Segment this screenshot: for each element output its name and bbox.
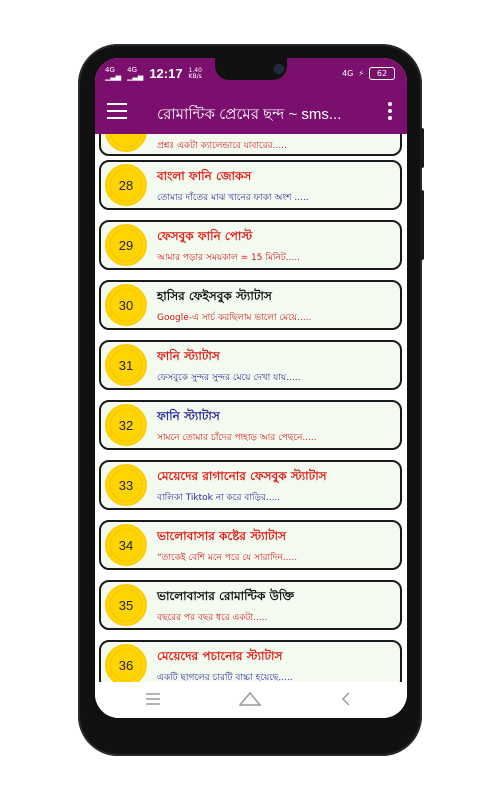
list-item-title: মেয়েদের রাগানোর ফেসবুক স্ট্যাটাস xyxy=(157,469,327,483)
battery-icon: 62 xyxy=(369,67,395,80)
number-badge xyxy=(105,164,147,206)
status-left xyxy=(105,66,202,81)
list-item-subtitle: ফেসবুকে সুন্দর সুন্দর মেয়ে দেখা যায়..... xyxy=(157,373,301,383)
signal-2-bars-icon: ▁▃▅ xyxy=(127,72,144,81)
status-time: 12:17 xyxy=(149,66,183,81)
item-number: 32 xyxy=(118,418,134,433)
signal-indicator-1 xyxy=(105,67,121,81)
list-item[interactable] xyxy=(99,340,402,390)
home-icon[interactable] xyxy=(239,691,261,710)
number-badge xyxy=(105,284,147,326)
list-item-title: ফেসবুক ফানি পোস্ট xyxy=(157,229,253,243)
list-item-subtitle: প্রশ্নঃ একটা ক্যালেন্ডারে যাবারের..... xyxy=(157,141,287,151)
charging-icon: ⚡ xyxy=(358,69,364,78)
number-badge xyxy=(105,224,147,266)
item-number: 34 xyxy=(118,538,134,553)
list-item-subtitle: তোমার দাঁতের মাঝ খানের ফাকা অংশ ..... xyxy=(157,193,309,203)
list-item-subtitle: সামনে তোমার চাঁদের পাহাড় আর পেছনে..... xyxy=(157,433,317,443)
network-speed xyxy=(189,68,202,80)
number-badge xyxy=(105,344,147,386)
phone-power-button xyxy=(420,190,424,260)
app-toolbar xyxy=(95,90,407,134)
front-camera-icon xyxy=(275,65,283,73)
list-item-subtitle: বালিকা Tiktok না করে বাড়ির..... xyxy=(157,493,281,503)
overflow-menu-icon[interactable] xyxy=(387,102,393,124)
list-item[interactable] xyxy=(99,280,402,330)
list-item-subtitle: আমার পড়ার সময়কাল = 15 মিনিট..... xyxy=(157,253,301,263)
list-item[interactable] xyxy=(99,580,402,630)
list-item-subtitle: “তাকেই বেশি মনে পরে যে সারাদিন..... xyxy=(157,553,298,563)
item-number: 31 xyxy=(118,358,134,373)
item-number: 33 xyxy=(118,478,134,493)
back-icon[interactable] xyxy=(339,691,355,710)
signal-1-bars-icon: ▁▃▅ xyxy=(105,72,122,81)
list-item[interactable] xyxy=(99,134,402,156)
system-nav-bar xyxy=(95,682,407,718)
network-speed-unit: KB/s xyxy=(188,72,202,80)
list-item-title: হাসির ফেইসবুক স্ট্যাটাস xyxy=(157,289,272,303)
number-badge xyxy=(105,584,147,626)
status-right xyxy=(342,67,395,80)
list-item-title: ভালোবাসার রোমান্টিক উক্তি xyxy=(157,589,294,603)
signal-1-label: 4G xyxy=(105,65,115,74)
list-item-title: ফানি স্ট্যাটাস xyxy=(157,409,220,423)
signal-2-label: 4G xyxy=(127,65,138,74)
list-item-subtitle: Google-এ সার্চ করছিলাম ভালো মেয়ে..... xyxy=(157,313,312,323)
list-item-title: মেয়েদের পচানোর স্ট্যাটাস xyxy=(157,649,283,663)
content-list[interactable] xyxy=(95,134,407,682)
number-badge xyxy=(105,524,147,566)
camera-notch xyxy=(215,58,287,80)
item-number: 28 xyxy=(118,178,134,193)
list-item-title: বাংলা ফানি জোকস xyxy=(157,169,252,183)
list-item[interactable] xyxy=(99,520,402,570)
list-item[interactable] xyxy=(99,460,402,510)
item-number: 36 xyxy=(118,658,134,673)
phone-screen xyxy=(95,58,407,718)
hamburger-menu-icon[interactable] xyxy=(107,103,127,121)
number-badge xyxy=(105,464,147,506)
list-item[interactable] xyxy=(99,400,402,450)
list-item-title: ভালোবাসার কষ্টের স্ট্যাটাস xyxy=(157,529,286,543)
list-item-title: ফানি স্ট্যাটাস xyxy=(157,349,220,363)
list-item-subtitle: বছরের পর বছর ধরে একটা..... xyxy=(157,613,268,623)
list-item[interactable] xyxy=(99,640,402,682)
list-item-subtitle: একটি ছাগলের চারটি বাচ্চা হয়েছে..... xyxy=(157,673,293,682)
number-badge xyxy=(105,134,147,152)
number-badge xyxy=(105,644,147,682)
number-badge xyxy=(105,404,147,446)
item-number: 29 xyxy=(118,238,134,253)
recents-icon[interactable] xyxy=(145,691,161,710)
phone-volume-button xyxy=(420,128,424,168)
network-speed-value: 1.40 xyxy=(188,66,202,74)
list-item[interactable] xyxy=(99,220,402,270)
status-bar xyxy=(95,58,407,90)
list-item[interactable] xyxy=(99,160,402,210)
item-number: 30 xyxy=(118,298,134,313)
signal-right-label: 4G xyxy=(342,69,354,78)
item-number: 35 xyxy=(118,598,134,613)
toolbar-title: রোমান্টিক প্রেমের ছন্দ ~ sms... xyxy=(157,106,342,123)
signal-indicator-2 xyxy=(127,67,143,81)
